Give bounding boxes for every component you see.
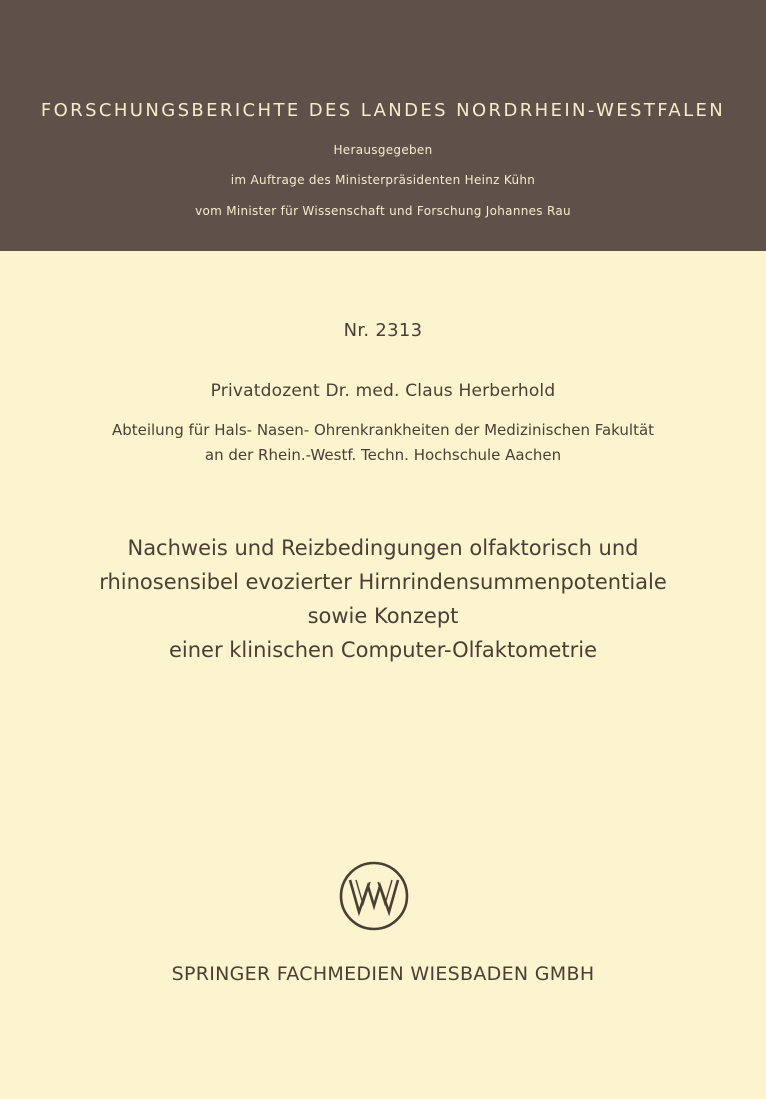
editor-line-3: vom Minister für Wissenschaft und Forschung Johannes Rau	[195, 204, 571, 218]
header-band	[0, 0, 766, 251]
affiliation-line-1: Abteilung für Hals- Nasen- Ohrenkrankheiten der Medizinischen Fakultät	[111, 421, 655, 439]
title-line-2: rhinosensibel evozierter Hirnrindensummenpotentiale	[99, 570, 667, 594]
title-line-1: Nachweis und Reizbedingungen olfaktorisch und	[127, 536, 639, 560]
author-name: Privatdozent Dr. med. Claus Herberhold	[210, 381, 556, 401]
title-line-4: einer klinischen Computer-Olfaktometrie	[168, 638, 598, 662]
report-number: Nr. 2313	[343, 320, 423, 341]
title-line-3: sowie Konzept	[307, 604, 459, 628]
editor-line-1: Herausgegeben	[333, 143, 433, 157]
editor-line-2: im Auftrage des Ministerpräsidenten Heinz Kühn	[230, 173, 536, 187]
publisher-logo-icon	[338, 860, 410, 932]
publisher-name: SPRINGER FACHMEDIEN WIESBADEN GMBH	[171, 963, 595, 985]
series-title: FORSCHUNGSBERICHTE DES LANDES NORDRHEIN-WESTFALEN	[40, 100, 726, 121]
affiliation-line-2: an der Rhein.-Westf. Techn. Hochschule Aachen	[204, 446, 562, 464]
